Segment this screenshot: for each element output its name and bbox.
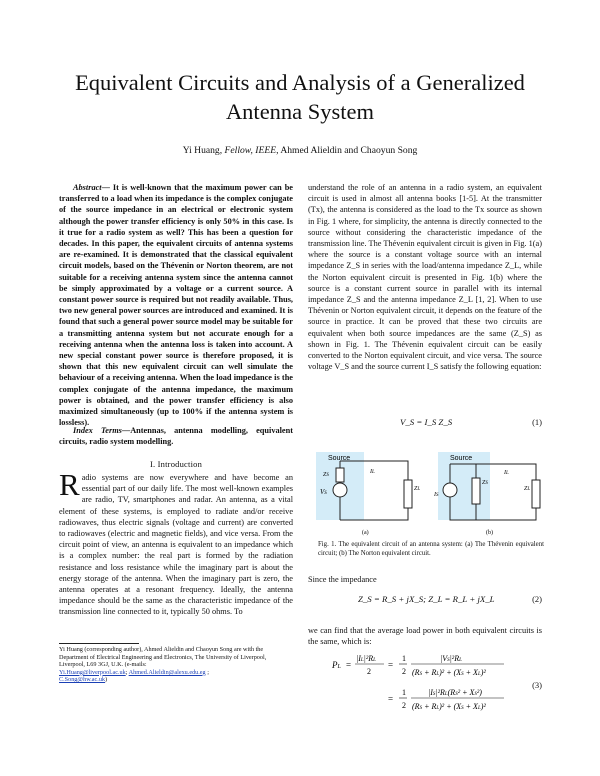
section-heading-introduction: I. Introduction xyxy=(149,459,203,469)
source-label-b: Source xyxy=(450,455,473,462)
drop-cap: R xyxy=(59,467,80,502)
zs-label-b: ZS xyxy=(482,480,488,486)
footnote-text: Yi Huang (corresponding author), Ahmed Alieldin and Chaoyun Song are with the Department of Electrical Engineering and Electronics, The University of Liverpool, Liverpool, L69 3GJ, U.K. (e-mails: xyxy=(59,646,267,669)
circuit-diagram xyxy=(310,438,542,536)
figure-label-a: (a) xyxy=(362,530,369,536)
svg-text:=: = xyxy=(388,694,394,704)
figure-1 xyxy=(310,438,542,536)
svg-text:2: 2 xyxy=(367,667,371,676)
zl-label-b: ZL xyxy=(524,486,531,492)
index-terms-label: Index Terms xyxy=(73,426,122,435)
vs-label: VS xyxy=(320,488,327,496)
il-label-b: IL xyxy=(504,470,509,476)
paper-title: Equivalent Circuits and Analysis of a Generalized Antenna System xyxy=(75,70,525,124)
voltage-source-a xyxy=(333,483,347,497)
zl-resistor-a xyxy=(404,480,412,508)
footnote: Yi Huang (corresponding author), Ahmed Alieldin and Chaoyun Song are with the Department of Electrical Engineering and Electronics, The University of Liverpool, Liverpool, L69 3GJ, U.K. (e-mails: Yi.Huang@liverpool.ac.uk; Ahmed.Alieldin@alexu.edu.eg ; C.Song@hw.ac.uk) xyxy=(59,646,267,684)
author-1-role: Fellow, IEEE xyxy=(224,145,277,156)
svg-text:=: = xyxy=(346,660,352,670)
email-link-3[interactable]: C.Song@hw.ac.uk xyxy=(59,676,106,684)
introduction-paragraph xyxy=(59,467,293,618)
figure-label-b: (b) xyxy=(486,530,493,536)
equation-3-number: (3) xyxy=(532,680,542,690)
svg-text:2: 2 xyxy=(402,701,406,710)
email-link-2[interactable]: Ahmed.Alieldin@alexu.edu.eg xyxy=(128,668,206,676)
zs-label-a: ZS xyxy=(323,472,329,478)
il-label-a: IL xyxy=(370,469,375,475)
equation-3 xyxy=(308,650,542,730)
author-1: Yi Huang, xyxy=(182,145,223,156)
zs-resistor-b xyxy=(472,478,480,504)
svg-text:2: 2 xyxy=(402,667,406,676)
figure-caption: Fig. 1. The equivalent circuit of an antenna system: (a) The Thévenin equivalent circuit; (b) The Norton equivalent circuit. xyxy=(318,541,544,557)
introduction-text: adio systems are now everywhere and have become an essential part of our daily life. The most well-known examples are radio, TV, smartphones and radar. An antenna, as a vital element of these systems, is employed to radiate and/or receive radiowaves, thus electric signals (voltage and current) are converted to radiowaves (electric and magnetic fields), and vice versa. From the circuit point of view, an antenna is equivalent to an impedance which is a complex number: the real part is formed by the radiation resistance and loss resistance while the imaginary part is about the energy storage of the antenna. When the imaginary part is zero, the antenna operates at a resonant frequency. Ideally, the antenna impedance should be the same as the characteristic impedance of the transmission line connected to it, typically 50 ohms. To xyxy=(59,473,293,617)
equation-2-body: Z_S = R_S + jX_S; Z_L = R_L + jX_L xyxy=(358,594,495,604)
svg-text:(RS + RL)² + (XS + XL)²: (RS + RL)² + (XS + XL)² xyxy=(412,668,486,677)
zl-resistor-b xyxy=(532,480,540,508)
zs-resistor-a xyxy=(336,468,344,482)
abstract-text: — It is well-known that the maximum power can be transferred to a load when its impedance is the complex conjugate of the source impedance in an electrical or electronic system although the power transfer efficiency is only 50% in this case. Is it true for a radio system as well? This has been a question for decades. In this paper, the equivalent circuits of antenna systems are re-examined. It is demonstrated that the classical equivalent circuit models, based on the Thévenin or Norton theorem, are not suitable for a receiving antenna system since the antenna cannot be simply approximated by a voltage or a current source. A constant power source is required but not readily available. Thus, two new general power sources are introduced and examined. It is found that such a general power source model may be suitable for a transmitting antenna system but not accurate enough for a receiving antenna when the antenna loss is taken into account. A new special constant power source is therefore proposed, it is shown that this new equivalent circuit can well simulate the behaviour of a receiving antenna. When the load impedance is the complex conjugate of the antenna impedance, the maximum power is obtained, and the power transfer efficiency is also maximized simultaneously (up to 100% if the antenna system is lossless). xyxy=(59,183,293,428)
svg-text:|VS|²RL: |VS|²RL xyxy=(440,654,462,663)
zl-label-a: ZL xyxy=(414,486,421,492)
load-power-text: we can find that the average load power in both equivalent circuits is the same, which is: xyxy=(308,626,542,647)
equation-1-number: (1) xyxy=(532,417,542,427)
since-text: Since the impedance xyxy=(308,575,377,584)
index-terms xyxy=(59,425,293,447)
equation-3-body xyxy=(308,650,542,730)
index-terms-text: —Antennas, antenna modelling, equivalent circuits, radio system modelling. xyxy=(59,426,293,447)
svg-text:PL: PL xyxy=(332,660,341,670)
abstract-label: Abstract xyxy=(73,183,102,192)
current-source-b xyxy=(443,483,457,497)
source-label-a: Source xyxy=(328,455,351,462)
svg-text:1: 1 xyxy=(402,688,406,697)
is-label: IS xyxy=(434,492,439,498)
equation-2-number: (2) xyxy=(532,594,542,604)
right-column-paragraph: understand the role of an antenna in a radio system, an equivalent circuit is used in almost all antenna books [1-5]. At the transmitter (Tx), the antenna is considered as the load to the Tx source as shown in Fig. 1 where, for simplicity, the antenna is directly connected to the source without considering the characteristic impedance of the transmission line. The Thévenin equivalent circuit is given in Fig. 1(a) where the source is a constant voltage source with an internal impedance Z_S in series with the load/antenna impedance Z_L, while the Norton equivalent circuit is presented in Fig. 1(b) where the source is a constant current source in parallel with its internal impedance Z_S and the antenna impedance Z_L [1, 2]. When to use Thévenin or Norton equivalent circuit, it depends on the feature of the source in practice. It can be proved that these two circuits are equivalent when both source impedances are the same (Z_S) as shown in Fig. 1. The Thévenin equivalent circuit can be easily converted to the Norton equivalent circuit, and vice versa. The source voltage V_S and the source current I_S satisfy the following equation: xyxy=(308,183,542,372)
equation-1-body: V_S = I_S Z_S xyxy=(400,417,453,427)
abstract xyxy=(59,182,293,428)
svg-text:1: 1 xyxy=(402,654,406,663)
svg-text:|IL|²RL: |IL|²RL xyxy=(356,654,376,663)
author-line xyxy=(40,145,560,156)
svg-text:|IS|²RL(RS² + XS²): |IS|²RL(RS² + XS²) xyxy=(428,688,482,697)
other-authors: , Ahmed Alieldin and Chaoyun Song xyxy=(276,145,418,156)
footnote-divider xyxy=(59,643,139,644)
svg-text:=: = xyxy=(388,660,394,670)
svg-text:(RS + RL)² + (XS + XL)²: (RS + RL)² + (XS + XL)² xyxy=(412,702,486,711)
email-link-1[interactable]: Yi.Huang@liverpool.ac.uk xyxy=(59,668,126,676)
